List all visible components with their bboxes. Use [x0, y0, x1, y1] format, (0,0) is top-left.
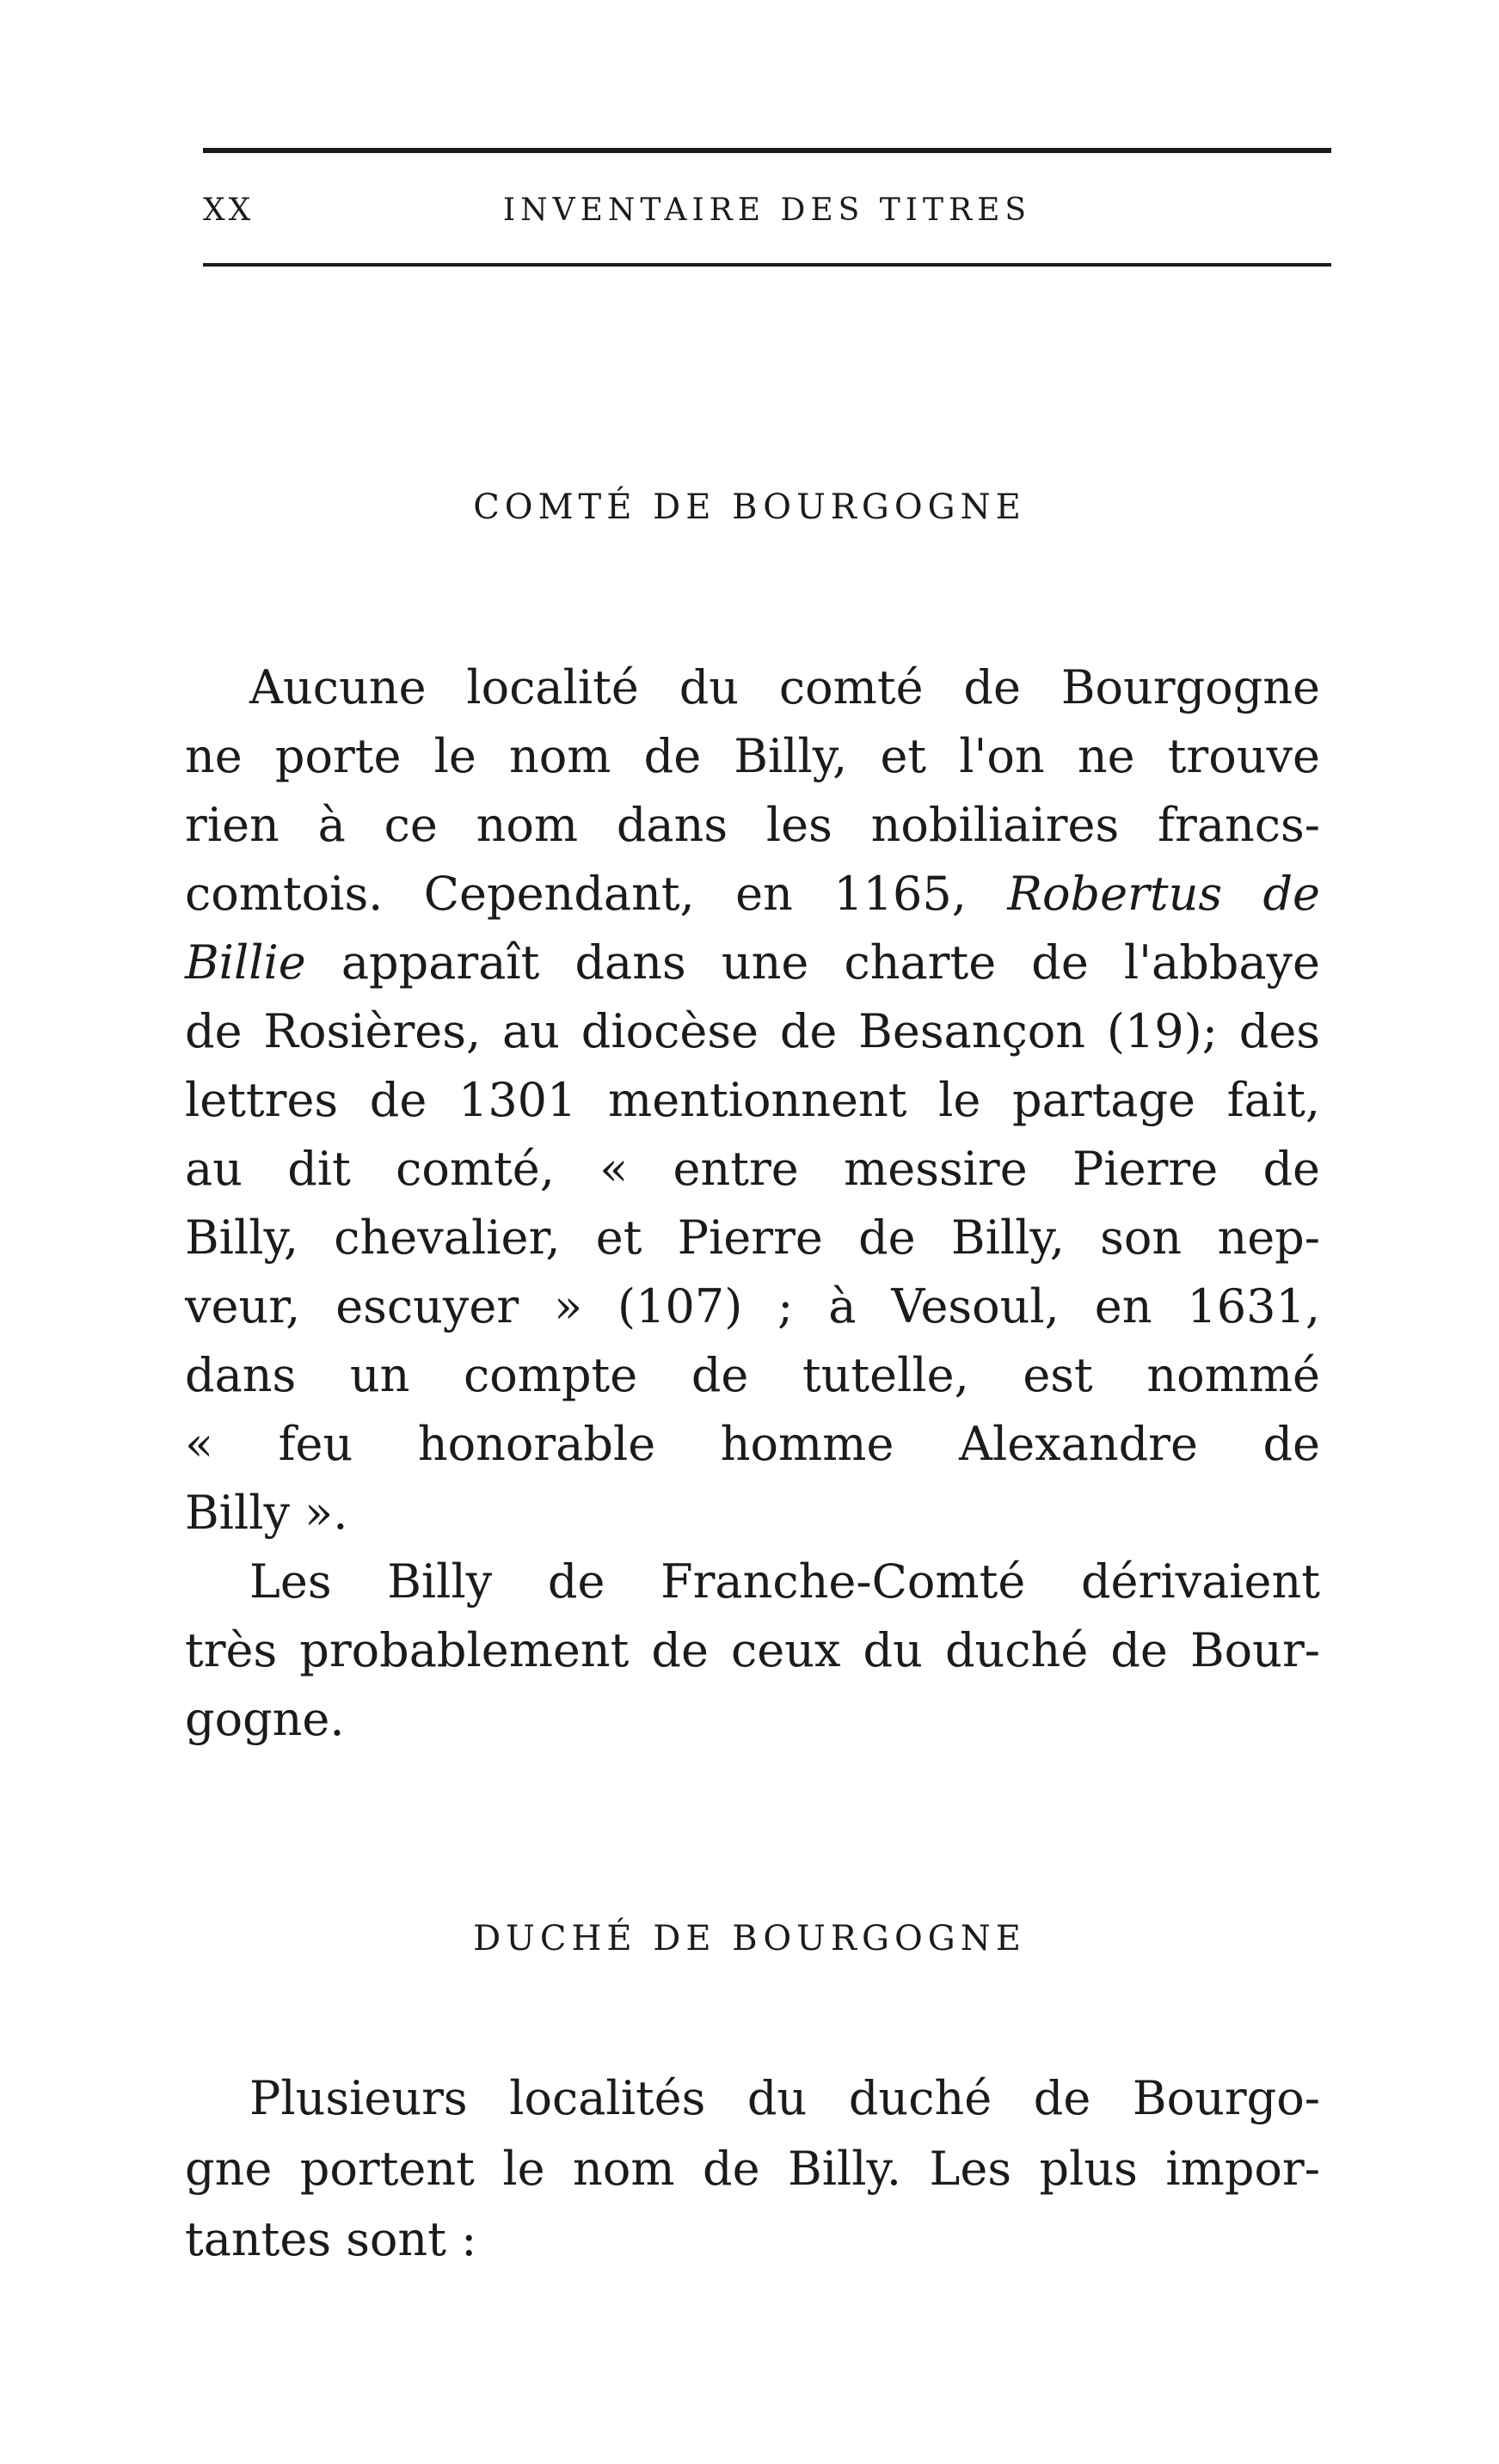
text-line: ne porte le nom de Billy, et l'on ne trouve: [185, 729, 1320, 783]
header-rule-bottom: [203, 263, 1331, 267]
italic-name: Robertus de: [1007, 867, 1321, 921]
text-segment: comtois. Cependant, en 1165,: [185, 867, 967, 921]
text-line: gogne.: [185, 1692, 345, 1746]
text-line: « feu honorable homme Alexandre de: [185, 1417, 1320, 1471]
text-line: veur, escuyer » (107) ; à Vesoul, en 1631,: [185, 1279, 1320, 1333]
text-line: Plusieurs localités du duché de Bourgo-: [249, 2071, 1320, 2125]
text-line: au dit comté, « entre messire Pierre de: [185, 1142, 1320, 1196]
text-line: rien à ce nom dans les nobiliaires francs-: [185, 798, 1320, 852]
header-rule-top: [203, 148, 1331, 153]
italic-name: Billie: [185, 935, 306, 990]
text-line: Les Billy de Franche-Comté dérivaient: [249, 1554, 1320, 1609]
text-line: gne portent le nom de Billy. Les plus impor-: [185, 2142, 1320, 2196]
running-head: [203, 181, 1331, 241]
text-line: tantes sont :: [185, 2212, 477, 2266]
text-line: [185, 860, 1320, 929]
text-line: [185, 929, 1320, 997]
paragraph-comte: [185, 653, 1320, 1754]
running-title: INVENTAIRE DES TITRES: [502, 193, 1032, 228]
section-heading-duche: DUCHÉ DE BOURGOGNE: [473, 1919, 1026, 1958]
section-heading-comte: COMTÉ DE BOURGOGNE: [473, 487, 1026, 527]
text-line: Billy, chevalier, et Pierre de Billy, son nep-: [185, 1211, 1320, 1265]
text-line: Billy ».: [185, 1486, 348, 1540]
text-segment: apparaît dans une charte de l'abbaye: [341, 935, 1321, 990]
page-folio: XX: [203, 193, 255, 228]
text-line: Aucune localité du comté de Bourgogne: [249, 660, 1320, 714]
paragraph-duche: [185, 2063, 1320, 2275]
text-line: lettres de 1301 mentionnent le partage fait,: [185, 1073, 1320, 1127]
text-line: dans un compte de tutelle, est nommé: [185, 1348, 1320, 1402]
text-line: de Rosières, au diocèse de Besançon (19); des: [185, 1004, 1320, 1058]
text-line: très probablement de ceux du duché de Bour-: [185, 1623, 1320, 1677]
